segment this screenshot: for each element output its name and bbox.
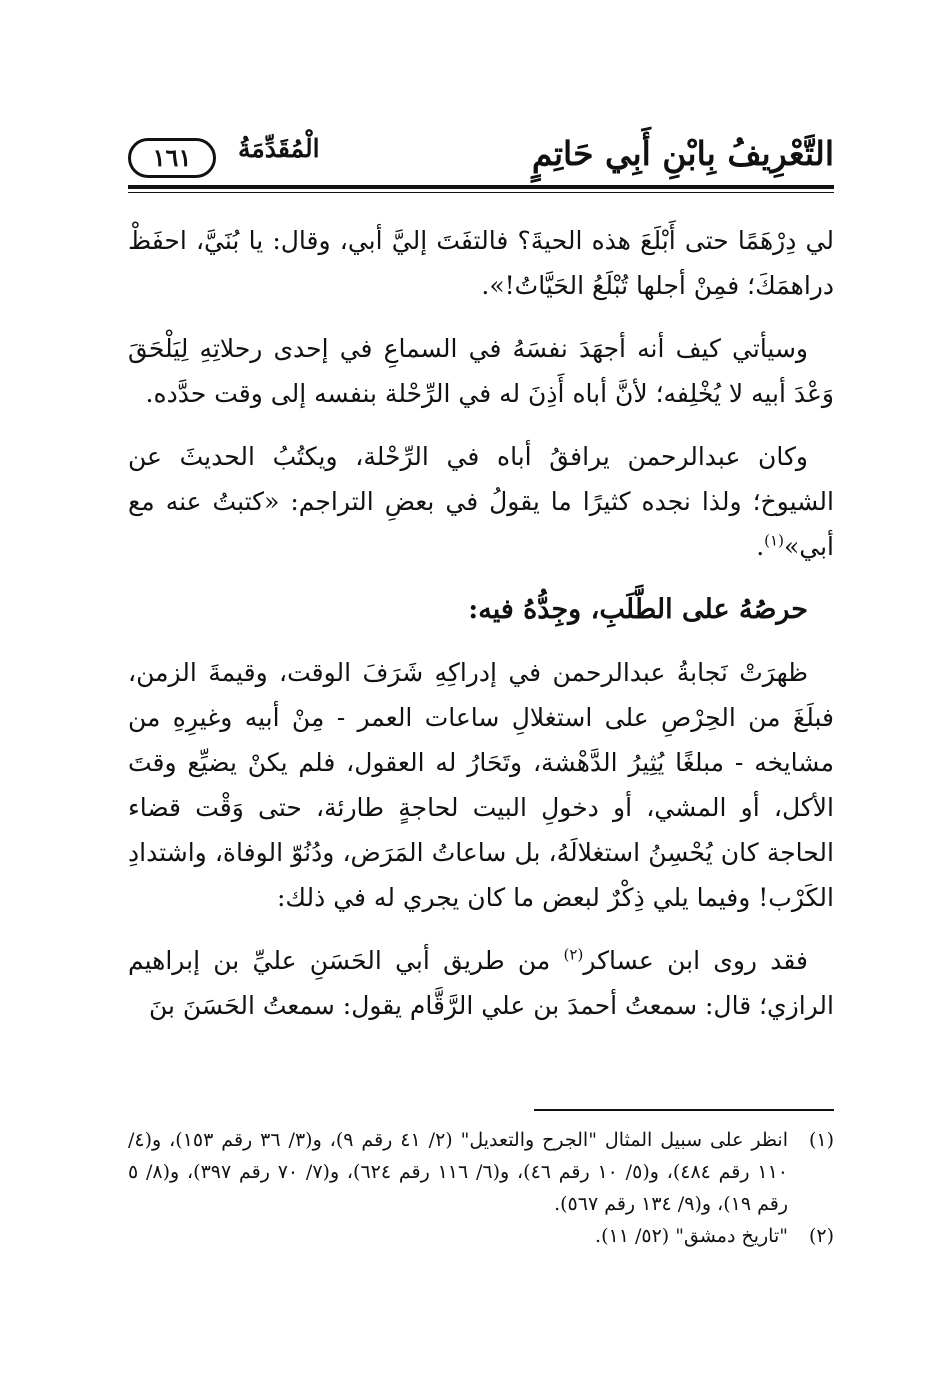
paragraph-5 xyxy=(128,938,834,1028)
footnote-2 xyxy=(128,1220,834,1252)
paragraph-3-end: . xyxy=(756,532,765,561)
paragraph-5-rest: من طريق أبي الحَسَنِ عليِّ بن إبراهيم الرازي؛ قال: سمعتُ أحمدَ بن علي الرَّقَّام يقول: سمعتُ الحَسَنَ بنَ xyxy=(128,946,834,1020)
section-title: الْمُقَدِّمَةُ xyxy=(238,134,320,163)
footnote-number: (٢) xyxy=(808,1225,834,1247)
footnote-text: انظر على سبيل المثال "الجرح والتعديل" (٢/ ٤١ رقم ٩)، و(٣/ ٣٦ رقم ١٥٣)، و(٤/ ١١٠ رقم ٤٨٤)، و(٥/ ١٠ رقم ٤٦)، و(٦/ ١١٦ رقم ٦٢٤)، و(٧/ ٧٠ رقم ٣٩٧)، و(٨/ ٥ رقم ١٩)، و(٩/ ١٣٤ رقم ٥٦٧). xyxy=(128,1129,788,1215)
footnote-ref-1[interactable]: (١) xyxy=(764,531,784,550)
paragraph-2: وسيأتي كيف أنه أجهَدَ نفسَهُ في السماعِ في إحدى رحلاتِهِ لِيَلْحَقَ وَعْدَ أبيه لا يُخْلِفه؛ لأنَّ أباه أَذِنَ له في الرِّحْلة بنفسه إلى وقت حدَّده. xyxy=(128,334,834,408)
footnote-number: (١) xyxy=(808,1129,834,1151)
footnote-separator xyxy=(534,1109,834,1111)
paragraph-1: لي دِرْهَمًا حتى أَبْلَعَ هذه الحيةَ؟ فالتفَتَ إليَّ أبي، وقال: يا بُنَيَّ، احفَظْ دراهمَكَ؛ فمِنْ أجلها تُبْلَعُ الحَيَّاتُ!». xyxy=(128,226,834,300)
page-number: ١٦١ xyxy=(128,138,216,178)
paragraph-4: ظهرَتْ نَجابةُ عبدالرحمن في إدراكِهِ شَرَفَ الوقت، وقيمةَ الزمن، فبلَغَ من الحِرْصِ على استغلالِ ساعات العمر - مِنْ أبيه وغيرِهِ من مشايخه - مبلغًا يُثِيرُ الدَّهْشة، وتَحَارُ له العقول، فلم يكنْ يضيِّع وقتَ الأكل، أو المشي، أو دخولِ البيت لحاجةٍ طارئة، حتى وَقْت قضاء الحاجة كان يُحْسِنُ استغلالَهُ، بل ساعاتُ المَرَض، ودُنُوّ الوفاة، واشتدادِ الكَرْب! وفيما يلي ذِكْرٌ لبعض ما كان يجري له في ذلك: xyxy=(128,658,834,912)
paragraph-3 xyxy=(128,434,834,569)
paragraph-3-text: وكان عبدالرحمن يرافقُ أباه في الرِّحْلة، ويكتُبُ الحديثَ عن الشيوخ؛ ولذا نجده كثيرًا ما يقولُ في بعضِ التراجم: «كتبتُ عنه مع أبي» xyxy=(128,442,834,561)
page-header xyxy=(128,128,834,184)
footnote-text: "تاريخ دمشق" (٥٢/ ١١). xyxy=(595,1225,788,1247)
footnotes xyxy=(128,1124,834,1252)
header-rule-thin xyxy=(128,192,834,193)
section-heading: حرصُهُ على الطَّلَبِ، وجِدُّهُ فيه: xyxy=(468,594,808,625)
paragraph-5-start: فقد روى ابن عساكر xyxy=(583,946,808,975)
footnote-1 xyxy=(128,1124,834,1220)
header-rule-thick xyxy=(128,185,834,189)
book-title: التَّعْرِيفُ بِابْنِ أَبِي حَاتِمٍ xyxy=(531,134,834,173)
main-text xyxy=(128,218,834,1046)
footnote-ref-2[interactable]: (٢) xyxy=(563,945,584,964)
